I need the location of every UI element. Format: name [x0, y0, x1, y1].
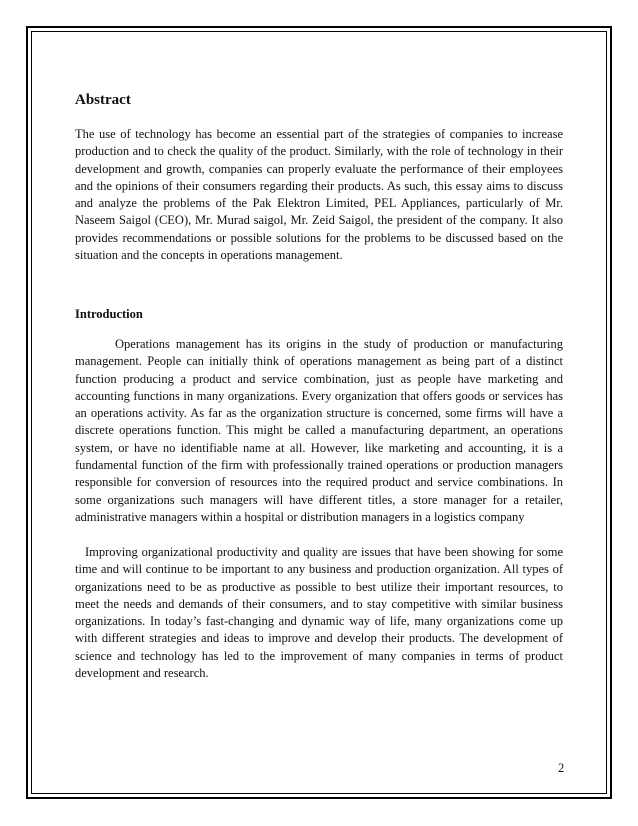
abstract-paragraph: The use of technology has become an essential part of the strategies of companies to increase production and to check the quality of the product. Similarly, with the role of technology in their development and growth, companies can properly evaluate the performance of their employees and the opinions of their consumers regarding their products. As such, this essay aims to discuss and analyze the problems of the Pak Elektron Limited, PEL Appliances, particularly of Mr. Naseem Saigol (CEO), Mr. Murad saigol, Mr. Zeid Saigol, the president of the company. It also provides recommendations or possible solutions for the problems to be discussed based on the situation and the concepts in operations management.: [75, 127, 563, 263]
introduction-heading: Introduction: [75, 307, 143, 321]
introduction-paragraph-1: Operations management has its origins in the study of production or manufacturing management. People can initially think of operations management as being part of a distinct function producing a product and service combination, just as people have marketing and accounting functions in many organizations. Every organization that offers goods or services has an operations activity. As far as the organization structure is concerned, some firms will have a discrete operations function. This might be called a manufacturing department, an operations system, or have no identifiable name at all. However, like marketing and accounting, it is a fundamental function of the firm with professionally trained operations or production managers responsible for conversion of resources into the required product and service combinations. In some organizations such managers will have different titles, a store manager for a retailer, administrative managers within a hospital or distribution managers in a logistics company: [75, 337, 563, 524]
abstract-heading: Abstract: [75, 92, 131, 108]
introduction-paragraph-2: Improving organizational productivity and quality are issues that have been showing for some time and will continue to be important to any business and production organization. All types of organizations need to be as productive as possible to best utilize their important resources, to meet the needs and demands of their consumers, and to stay competitive with similar business organizations. In today’s fast-changing and dynamic way of life, many organizations come up with different strategies and ideas to improve and develop their products. The development of science and technology has led to the improvement of many companies in terms of product development and research.: [75, 545, 563, 681]
page-number: 2: [558, 761, 565, 775]
